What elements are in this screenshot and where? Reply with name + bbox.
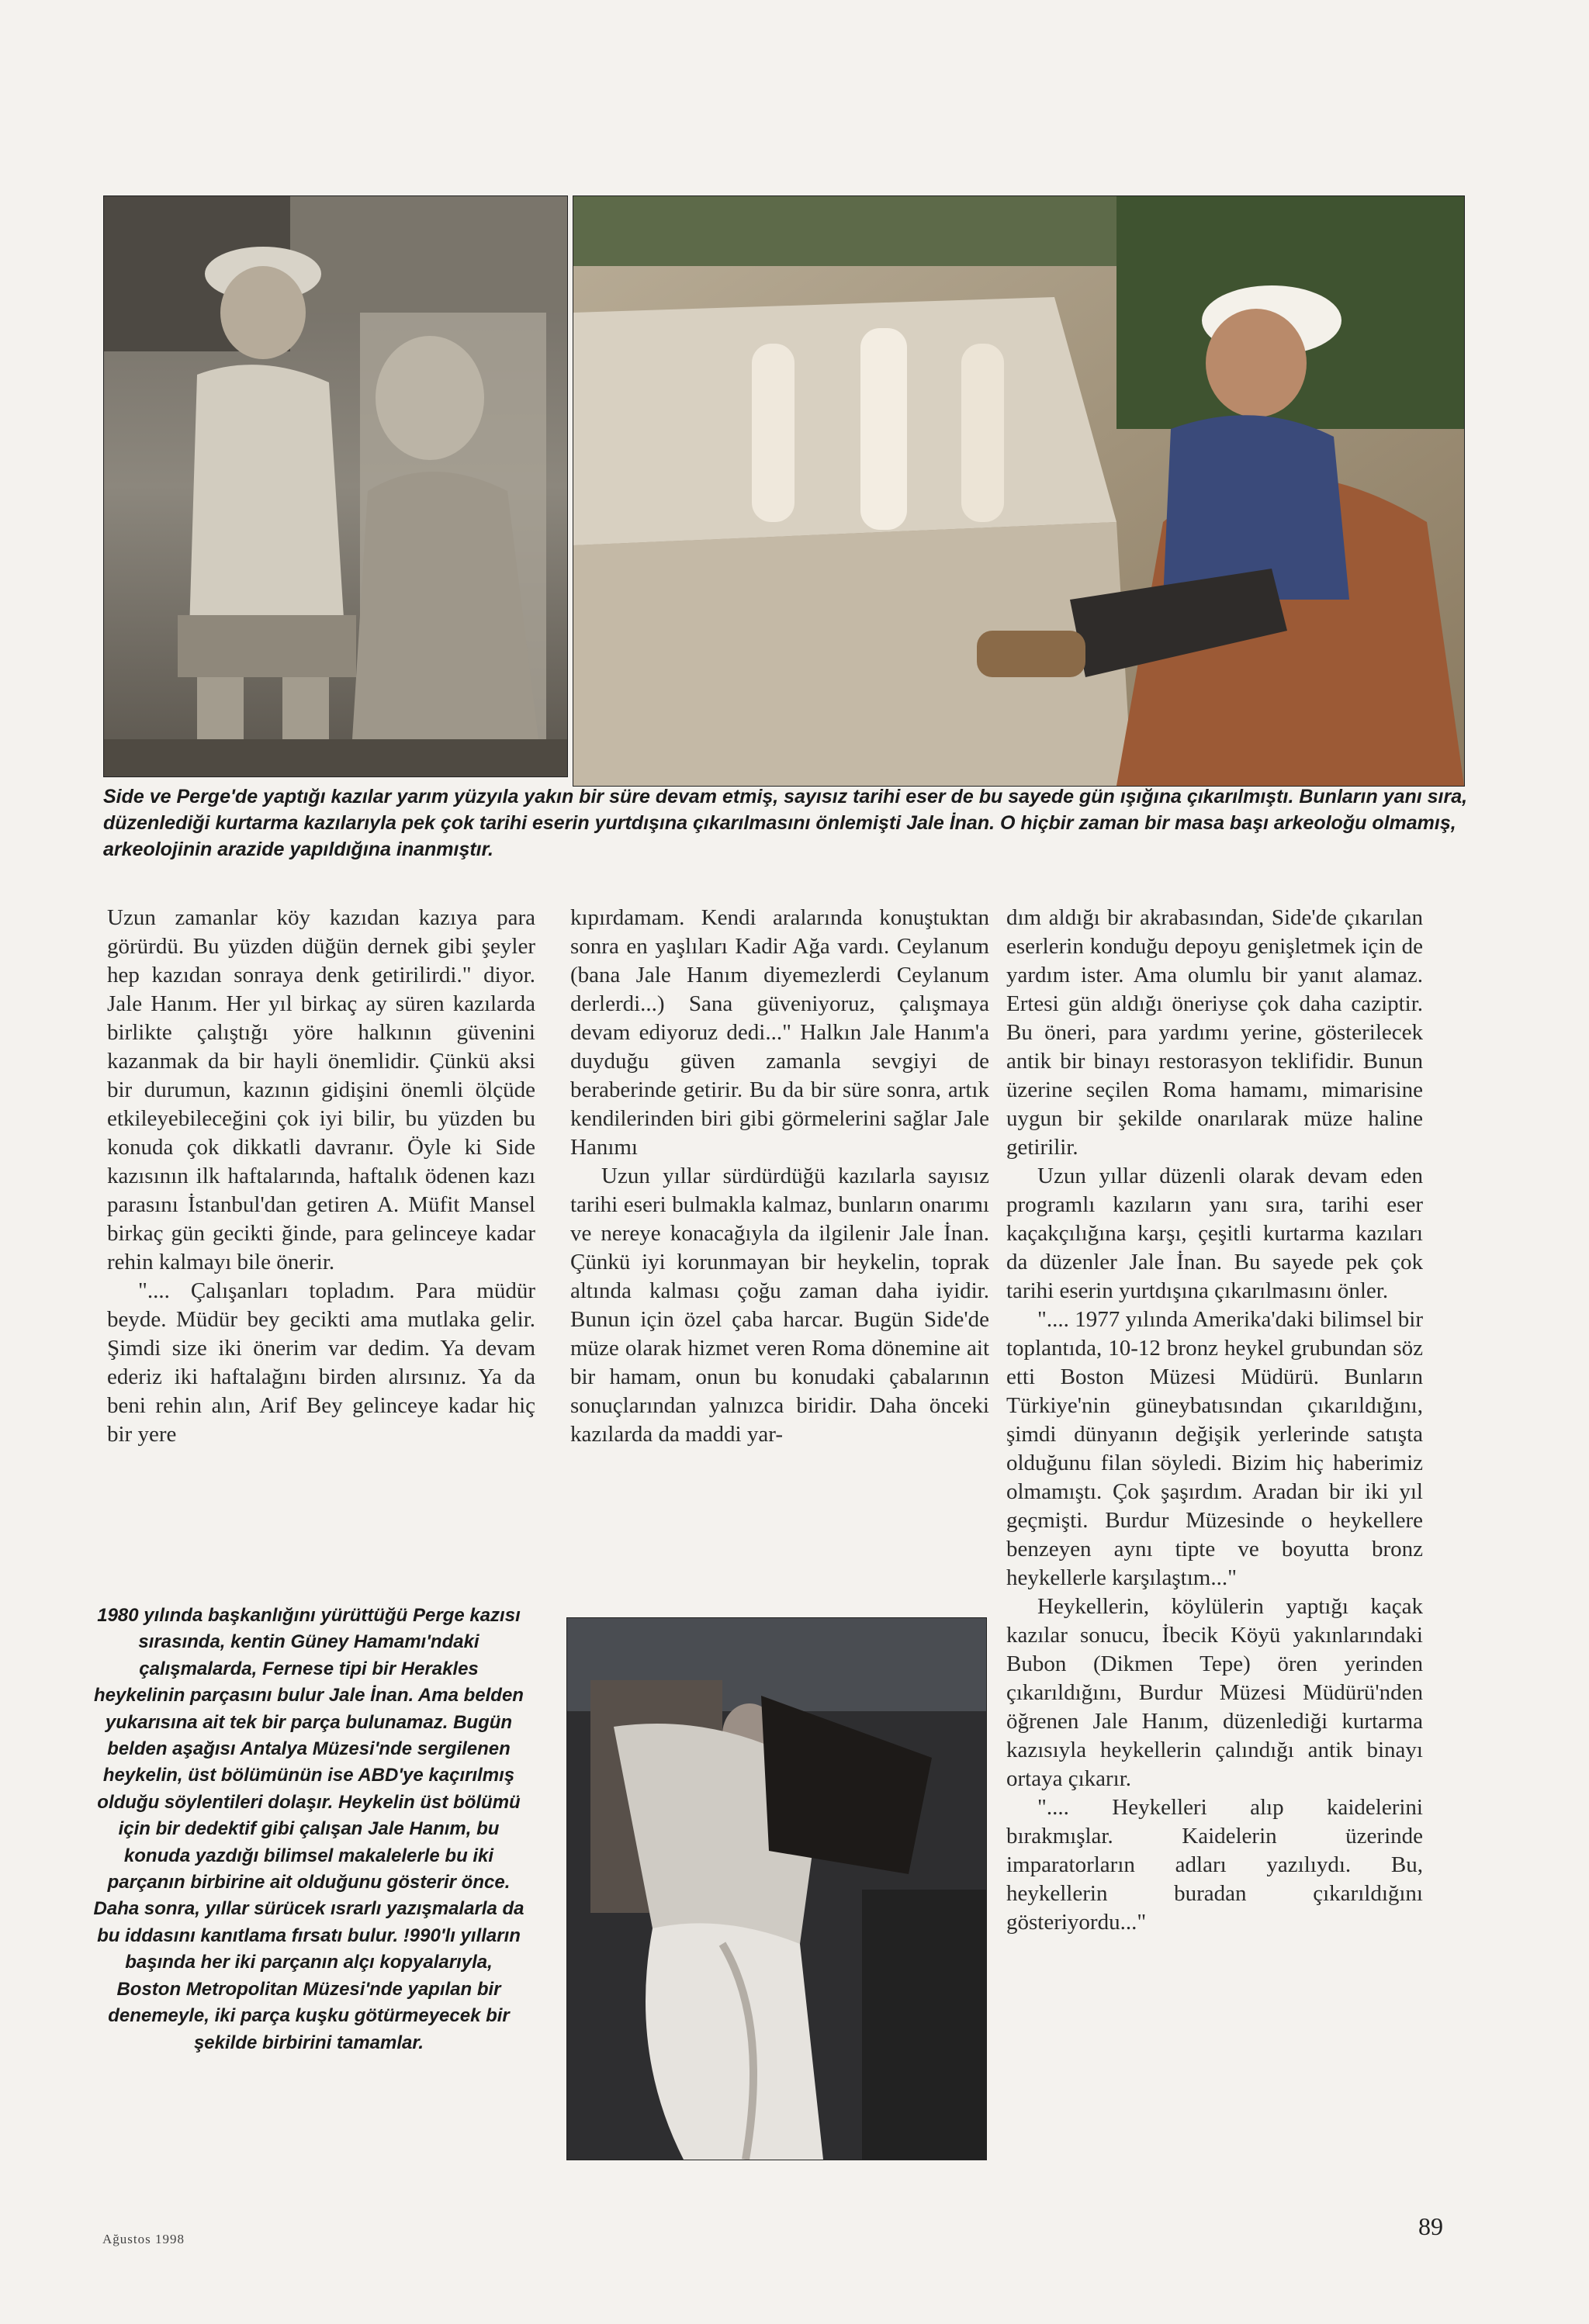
paragraph: kıpırdamam. Kendi aralarında konuştuktan sonra en yaşlıları Kadir Ağa vardı. Ceylanum (bana Jale Hanım diyemezlerdi Ceylanum derlerdi...) Sana güveniyoruz, çalışmaya devam ediyoruz dedi..." Halkın Jale Hanım'a duyduğu güven zamanla sevgiyi de beraberinde getirir. Bu da bir süre sonra, artık kendilerinden biri gibi görmelerini sağlar Jale Hanımı (570, 905, 989, 1160)
photo-herakles-statue (566, 1617, 987, 2160)
paragraph: ".... Çalışanları topladım. Para müdür beyde. Müdür bey gecikti ama mutlaka gelir. Şimdi size iki önerim var dedim. Ya devam ederiz iki haftalağını birden alırsınız. Ya da beni rehin alın, Arif Bey gelinceye kadar hiç bir yere (107, 1278, 535, 1447)
paragraph: ".... 1977 yılında Amerika'daki bilimsel bir toplantıda, 10-12 bronz heykel grubundan söz etti Boston Müzesi Müdürü. Bunların Türkiye'nin güneybatısından çıkarıldığını, şimdi dünyanın değişik yerlerinde satışta olduğunu filan söyledi. Bizim hiç haberimiz olmamıştı. Çok şaşırdım. Aradan bir iki yıl geçmişti. Burdur Müzesinde o heykellere benzeyen aynı tipte ve boyutta bronz heykellerle karşılaştım..." (1006, 1307, 1423, 1590)
paragraph: Uzun yıllar sürdürdüğü kazılarla sayısız tarihi eseri bulmakla kalmaz, bunların onarımı ve nereye konacağıyla da ilgilenir Jale İnan. Çünkü iyi korunmayan bir heykelin, toprak altında kalması çoğu zaman daha iyidir. Bunun için özel çaba harcar. Bugün Side'de müze olarak hizmet veren Roma dönemine ait bir hamam, onun bu konudaki çabalarının sonuçlarından yalnızca biridir. Daha önceki kazılarda da maddi yar- (570, 1164, 989, 1447)
paragraph: Heykellerin, köylülerin yaptığı kaçak kazılar sonucu, İbecik Köyü yakınlarındaki Bubon (Dikmen Tepe) ören yerinden çıkarıldığını, Burdur Müzesi Müdürü'nden öğrenen Jale Hanım, düzenlediği kurtarma kazısıyla heykellerin çalındığı antik binayı ortaya çıkarır. (1006, 1594, 1423, 1791)
article-column-1 (107, 904, 535, 1586)
article-column-2 (570, 904, 989, 1586)
paragraph: Uzun yıllar düzenli olarak devam eden programlı kazıların yanı sıra, tarihi eser kaçakçılığına karşı, çeşitli kurtarma kazıları da düzenler Jale İnan. Bu sayede pek çok tarihi eserin yurtdışına çıkarılmasını önler. (1006, 1164, 1423, 1303)
article-column-3 (1006, 904, 1423, 2315)
page-number: 89 (1418, 2212, 1443, 2240)
photo-archaeologist-on-relief (573, 195, 1465, 787)
photo-archaeologist-with-statue (103, 195, 568, 777)
paragraph: ".... Heykelleri alıp kaidelerini bırakmışlar. Kaidelerin üzerinde imparatorların adları yazılıydı. Bu, heykellerin buradan çıkarıldığını gösteriyordu..." (1006, 1795, 1423, 1935)
statue-photo-caption: 1980 yılında başkanlığını yürüttüğü Perge kazısı sırasında, kentin Güney Hamamı'ndaki çalışmalarda, Fernese tipi bir Herakles heykelinin parçasını bulur Jale İnan. Ama belden yukarısına ait tek bir parça bulunamaz. Bugün belden aşağısı Antalya Müzesi'nde sergilenen heykelin, üst bölümünün ise ABD'ye kaçırılmış olduğu söylentileri dolaşır. Heykelin üst bölümü için bir dedektif gibi çalışan Jale Hanım, bu konuda yazdığı bilimsel makalelerle bu iki parçanın birbirine ait olduğunu gösterir önce. Daha sonra, yıllar sürücek ısrarlı yazışmalarla da bu iddasını kanıtlama fırsatı bulur. !990'lı yılların başında her iki parçanın alçı kopyalarıyla, Boston Metropolitan Müzesi'nde yapılan bir denemeyle, iki parça kuşku götürmeyecek bir şekilde birbirini tamamlar. (93, 1605, 524, 2053)
issue-date: Ağustos 1998 (102, 2232, 185, 2246)
paragraph: dım aldığı bir akrabasından, Side'de çıkarılan eserlerin konduğu depoyu genişletmek için de yardım ister. Ama olumlu bir yanıt alamaz. Ertesi gün aldığı öneriyse çok daha caziptir. Bu öneri, para yardımı yerine, gösterilecek antik bir binayı restorasyon teklifidir. Bunun üzerine seçilen Roma hamamı, mimarisine uygun bir şekilde onarılarak müze haline getirilir. (1006, 905, 1423, 1160)
paragraph: Uzun zamanlar köy kazıdan kazıya para görürdü. Bu yüzden düğün dernek gibi şeyler hep kazıdan sonraya denk getirilirdi." diyor. Jale Hanım. Her yıl birkaç ay süren kazılarda birlikte çalıştığı yöre halkının güvenini kazanmak da bir hayli önemlidir. Çünkü aksi bir durumun, kazının gidişini önemli ölçüde etkileyebileceğini çok iyi bilir, bu yüzden bu konuda çok dikkatli davranır. Öyle ki Side kazısının ilk haftalarında, haftalık ödenen kazı parasını İstanbul'dan getiren A. Müfit Mansel birkaç gün gecikti ğinde, para gelinceye kadar rehin kalmayı bile önerir. (107, 905, 535, 1274)
main-photo-caption: Side ve Perge'de yaptığı kazılar yarım yüzyıla yakın bir süre devam etmiş, sayısız tarihi eser de bu sayede gün ışığına çıkarılmıştı. Bunların yanı sıra, düzenlediği kurtarma kazılarıyla pek çok tarihi eserin yurtdışına çıkarılmasını önlemişti Jale İnan. O hiçbir zaman bir masa başı arkeoloğu olmamış, arkeolojinin arazide yapıldığına inanmıştır. (103, 786, 1468, 860)
